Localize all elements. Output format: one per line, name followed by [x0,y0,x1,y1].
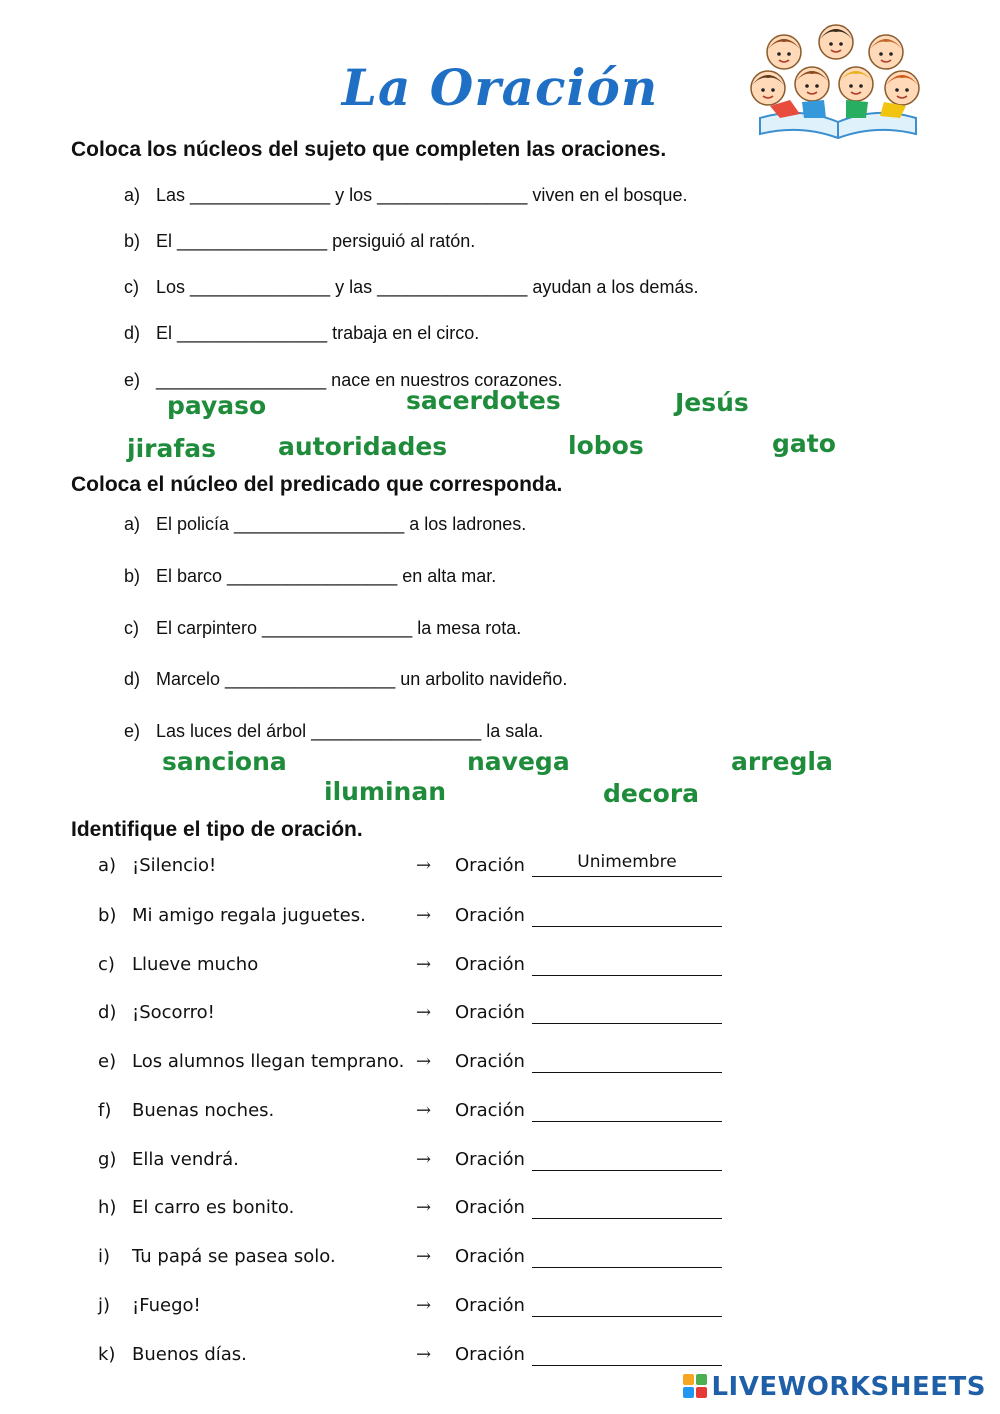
arrow-icon: → [416,954,432,975]
item-text: Buenos días. [132,1344,247,1365]
arrow-icon: → [416,1100,432,1121]
list-item [124,618,521,639]
arrow-icon: → [416,855,432,876]
item-text: Las luces del árbol _________________ la sala. [156,721,544,741]
word-bank-item[interactable]: gato [772,429,836,458]
item-text: Llueve mucho [132,954,259,975]
sentence-row [98,954,258,975]
item-label: e) [124,370,141,390]
item-text: ¡Socorro! [132,1002,215,1023]
arrow-icon: → [416,1246,432,1267]
item-label: h) [98,1197,117,1218]
word-bank-item[interactable]: arregla [731,747,833,776]
children-book-illustration [740,22,935,140]
item-text: Las ______________ y los _______________ viven en el bosque. [156,185,688,205]
item-label: g) [98,1149,117,1170]
item-text: Mi amigo regala juguetes. [132,905,366,926]
item-text: El _______________ persiguió al ratón. [156,231,476,251]
answer-text: Unimembre [577,852,677,872]
sentence-row [98,1246,336,1267]
oracion-label: Oración [455,1149,525,1170]
item-label: j) [98,1295,111,1316]
item-label: k) [98,1344,116,1365]
sentence-row [98,1051,404,1072]
item-text: Marcelo _________________ un arbolito navideño. [156,669,568,689]
item-label: c) [124,277,139,297]
item-label: a) [98,855,117,876]
list-item [124,514,526,535]
oracion-label: Oración [455,1197,525,1218]
arrow-icon: → [416,1197,432,1218]
sentence-row [98,1100,274,1121]
word-bank-item[interactable]: iluminan [324,777,447,806]
item-label: d) [98,1002,117,1023]
list-item [124,323,479,344]
word-bank-item[interactable]: navega [467,747,570,776]
item-label: f) [98,1100,112,1121]
item-text: _________________ nace en nuestros corazones. [156,370,563,390]
word-bank-item[interactable]: sacerdotes [406,386,561,415]
oracion-label: Oración [455,855,525,876]
word-bank-item[interactable]: lobos [568,431,644,460]
item-label: d) [124,323,141,343]
arrow-icon: → [416,1051,432,1072]
arrow-icon: → [416,1002,432,1023]
item-text: El barco _________________ en alta mar. [156,566,497,586]
word-bank-item[interactable]: decora [603,779,700,808]
item-text: Los alumnos llegan temprano. [132,1051,405,1072]
section2-heading: Coloca el núcleo del predicado que corresponda. [71,473,563,496]
item-label: e) [124,721,141,741]
item-label: a) [124,514,141,534]
oracion-label: Oración [455,1246,525,1267]
item-text: El _______________ trabaja en el circo. [156,323,480,343]
oracion-label: Oración [455,1295,525,1316]
item-label: a) [124,185,141,205]
item-text: ¡Fuego! [132,1295,201,1316]
item-text: Buenas noches. [132,1100,275,1121]
answer-field[interactable] [532,1243,722,1268]
answer-field[interactable] [532,999,722,1024]
answer-field[interactable] [532,902,722,927]
sentence-row [98,855,216,876]
list-item [124,231,475,252]
item-label: b) [98,905,117,926]
item-label: e) [98,1051,117,1072]
sentence-row [98,1344,247,1365]
answer-field[interactable] [532,1194,722,1219]
item-label: i) [98,1246,111,1267]
list-item [124,185,687,206]
list-item [124,277,698,298]
item-text: El carpintero _______________ la mesa rota. [156,618,522,638]
sentence-row [98,905,366,926]
sentence-row [98,1149,239,1170]
section1-heading: Coloca los núcleos del sujeto que completen las oraciones. [71,138,667,161]
logo-text: LIVEWORKSHEETS [711,1372,986,1402]
oracion-label: Oración [455,905,525,926]
item-label: b) [124,566,141,586]
child-face-icon [751,25,919,105]
list-item [124,721,543,742]
word-bank-item[interactable]: jirafas [127,434,216,463]
answer-field[interactable] [532,852,722,877]
answer-field[interactable] [532,1146,722,1171]
item-text: Los ______________ y las _______________ ayudan a los demás. [156,277,699,297]
arrow-icon: → [416,1149,432,1170]
word-bank-item[interactable]: sanciona [162,747,287,776]
oracion-label: Oración [455,1100,525,1121]
answer-field[interactable] [532,1292,722,1317]
list-item [124,566,496,587]
item-label: c) [124,618,139,638]
answer-field[interactable] [532,1341,722,1366]
oracion-label: Oración [455,954,525,975]
item-text: Ella vendrá. [132,1149,239,1170]
sentence-row [98,1295,201,1316]
word-bank-item[interactable]: payaso [167,391,267,420]
oracion-label: Oración [455,1051,525,1072]
page-title: La Oración [341,58,659,117]
liveworksheets-logo-icon [683,1374,707,1398]
arrow-icon: → [416,905,432,926]
sentence-row [98,1002,215,1023]
arrow-icon: → [416,1344,432,1365]
arrow-icon: → [416,1295,432,1316]
item-label: b) [124,231,141,251]
item-text: Tu papá se pasea solo. [132,1246,336,1267]
item-label: d) [124,669,141,689]
section3-heading: Identifique el tipo de oración. [71,818,363,841]
list-item [124,669,567,690]
item-text: El policía _________________ a los ladrones. [156,514,527,534]
answer-field[interactable] [532,1097,722,1122]
word-bank-item[interactable]: autoridades [278,432,448,461]
answer-field[interactable] [532,1048,722,1073]
answer-field[interactable] [532,951,722,976]
item-text: ¡Silencio! [132,855,217,876]
item-label: c) [98,954,115,975]
liveworksheets-logo [683,1372,986,1402]
item-text: El carro es bonito. [132,1197,295,1218]
sentence-row [98,1197,294,1218]
word-bank-item[interactable]: Jesús [675,388,749,417]
oracion-label: Oración [455,1002,525,1023]
oracion-label: Oración [455,1344,525,1365]
